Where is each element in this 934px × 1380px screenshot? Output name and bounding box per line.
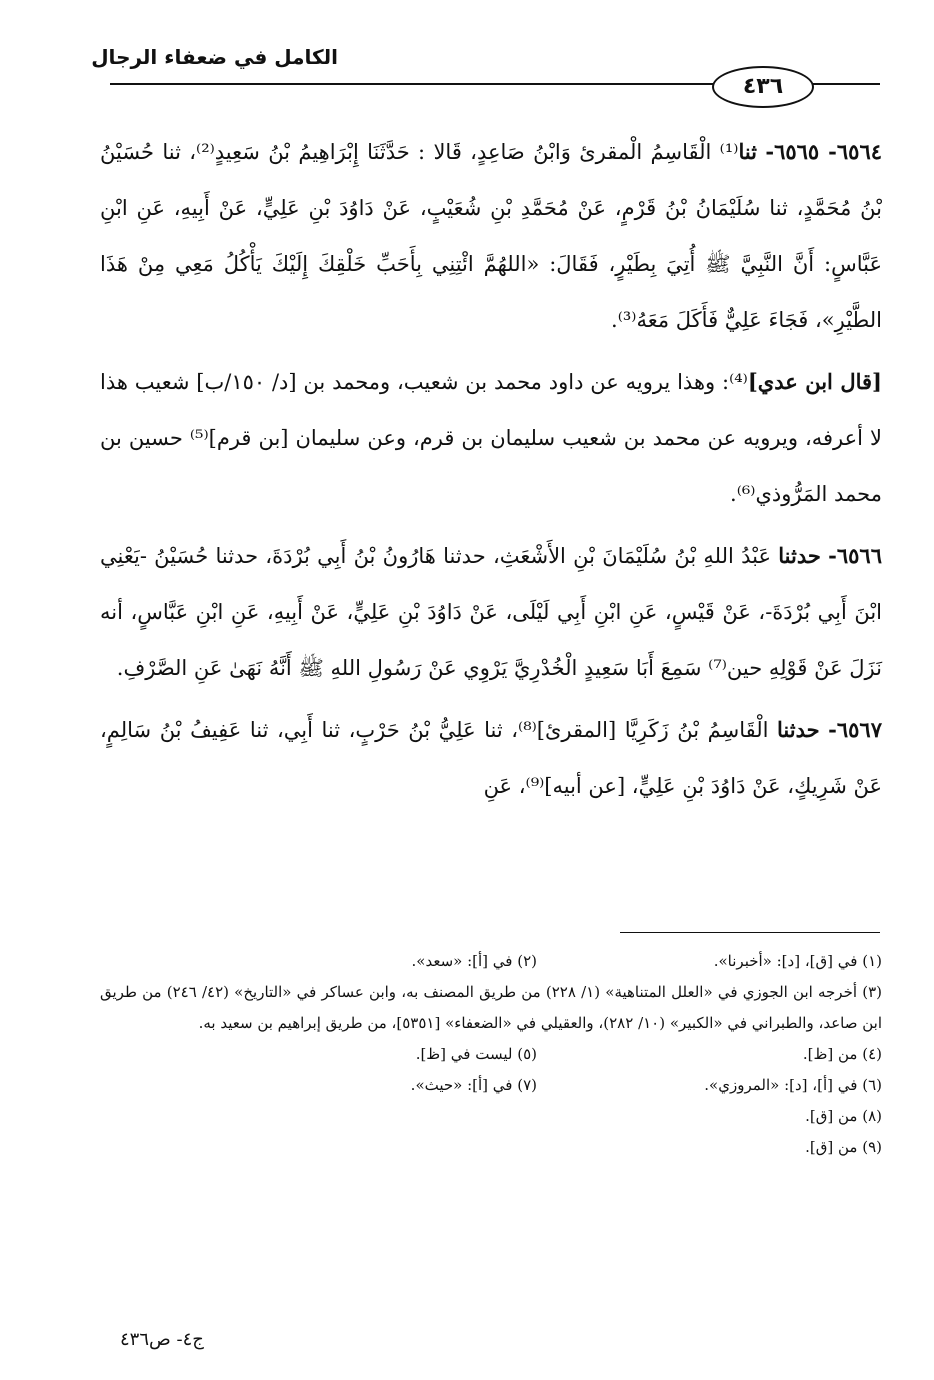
hadith-paragraph xyxy=(100,528,882,696)
footnotes xyxy=(100,946,882,1163)
hadith-lead-word: ثنا xyxy=(738,139,758,164)
hadith-number: ٦٥٦٤- ٦٥٦٥- xyxy=(765,139,883,164)
main-text xyxy=(100,124,882,814)
footnote-row xyxy=(100,1070,882,1101)
footnote-8: (٨) من [ق]. xyxy=(805,1107,882,1125)
commentary-text: ⁽⁴⁾: وهذا يرويه عن داود محمد بن شعيب، ومحمد بن [د/ ١٥٠/ب] شعيب هذا لا أعرفه، ويرويه عن محمد بن شعيب سليمان بن قرم، وعن سليمان [بن قرم]⁽⁵⁾ حسين بن محمد المَرُّوذي⁽⁶⁾. xyxy=(100,370,882,506)
volume-page-footer: ج٤- ص٤٣٦ xyxy=(120,1329,204,1350)
footnote-1: (١) في [ق]، [د]: «أخبرنا». xyxy=(713,952,882,970)
hadith-lead-word: حدثنا xyxy=(777,717,820,742)
running-header-title: الكامل في ضعفاء الرجال xyxy=(91,45,338,69)
footnote-9: (٩) من [ق]. xyxy=(805,1138,882,1156)
footnote-row xyxy=(100,1039,882,1070)
hadith-paragraph xyxy=(100,124,882,348)
hadith-number: ٦٥٦٦- xyxy=(828,543,882,568)
hadith-text: الْقَاسِمُ بْنُ زَكَرِيَّا [المقرئ]⁽⁸⁾، ثنا عَلِيُّ بْنُ حَرْبٍ، ثنا أَبِي، ثنا عَفِيفُ بْنُ سَالِمٍ، عَنْ شَرِيكٍ، عَنْ دَاوُدَ بْنِ عَلِيٍّ، [عن أبيه]⁽⁹⁾، عَنِ xyxy=(100,718,882,798)
hadith-lead-word: حدثنا xyxy=(778,543,821,568)
footnote-row xyxy=(100,946,882,977)
hadith-text: عَبْدُ اللهِ بْنُ سُلَيْمَانَ بْنِ الأَشْعَثِ، حدثنا هَارُونُ بْنُ أَبِي بُرْدَةَ، حدثنا حُسَيْنُ -يَعْنِي ابْنَ أَبِي بُرْدَةَ-، عَنْ قَيْسٍ، عَنِ ابْنِ أَبِي لَيْلَى، عَنْ دَاوُدَ بْنِ عَلِيٍّ، عَنْ أَبِيهِ، عَنِ ابْنِ عَبَّاسٍ، أنه نَزَلَ عَنْ قَوْلِهِ حين⁽⁷⁾ سَمِعَ أَبَا سَعِيدٍ الْخُدْرِيَّ يَرْوِي عَنْ رَسُولِ اللهِ ﷺ أَنَّهُ نَهَىٰ عَنِ الصَّرْفِ. xyxy=(100,544,882,680)
footnote-6: (٦) في [أ]، [د]: «المروزي». xyxy=(704,1076,882,1094)
page-number-badge: ٤٣٦ xyxy=(712,66,814,108)
commentary-lead: [قال ابن عدي] xyxy=(747,369,882,394)
hadith-number: ٦٥٦٧- xyxy=(828,717,882,742)
hadith-text: ⁽¹⁾ الْقَاسِمُ الْمقرئ وَابْنُ صَاعِدٍ، قَالا : حَدَّثَنَا إِبْرَاهِيمُ بْنُ سَعِيدٍ⁽²⁾، ثنا حُسَيْنُ بْنُ مُحَمَّدٍ، ثنا سُلَيْمَانُ بْنُ قَرْمٍ، عَنْ مُحَمَّدِ بْنِ شُعَيْبٍ، عَنْ دَاوُدَ بْنِ عَلِيٍّ، عَنْ أَبِيهِ، عَنِ ابْنِ عَبَّاسٍ: أَنَّ النَّبِيَّ ﷺ أُتِيَ بِطَيْرٍ، فَقَالَ: «اللهُمَّ ائْتِنِي بِأَحَبِّ خَلْقِكَ إِلَيْكَ يَأْكُلُ مَعِي مِنْ هَذَا الطَّيْرِ»، فَجَاءَ عَلِيٌّ فَأَكَلَ مَعَهُ⁽³⁾. xyxy=(100,140,882,332)
footnote-row xyxy=(100,1101,882,1132)
footnote-row xyxy=(100,1132,882,1163)
footnote-3: (٣) أخرجه ابن الجوزي في «العلل المتناهية» (١/ ٢٢٨) من طريق المصنف به، وابن عساكر في «التاريخ» (٤٢/ ٢٤٦) من طريق ابن صاعد، والطبراني في «الكبير» (١٠/ ٢٨٢)، والعقيلي في «الضعفاء» [٥٣٥١]، من طريق إبراهيم بن سعيد به. xyxy=(100,983,882,1032)
hadith-paragraph xyxy=(100,702,882,814)
footnote-4: (٤) من [ظ]. xyxy=(802,1045,882,1063)
footnote-separator xyxy=(620,932,880,933)
footnote-2: (٢) في [أ]: «سعد». xyxy=(411,952,537,970)
footnote-5: (٥) ليست في [ظ]. xyxy=(415,1045,537,1063)
footnote-7: (٧) في [أ]: «حيث». xyxy=(410,1076,537,1094)
commentary-paragraph xyxy=(100,354,882,522)
